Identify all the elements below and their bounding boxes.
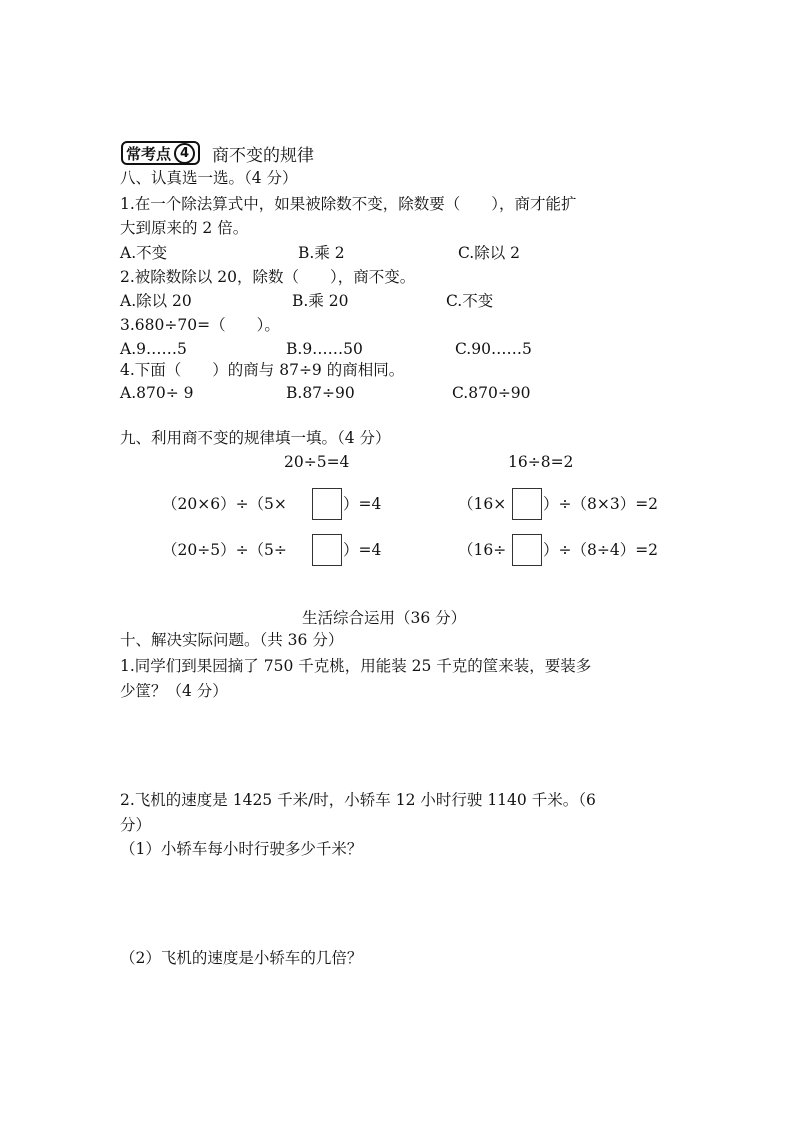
q8-4-option-b: B.87÷90 [286, 384, 355, 402]
q8-1-line2: 大到原来的 2 倍。 [120, 219, 249, 237]
q10-2-line2: 分） [120, 816, 152, 834]
q8-2-option-c: C.不变 [446, 292, 494, 310]
right-row2-suffix: ）÷（8÷4）=2 [543, 541, 659, 559]
topic-title: 商不变的规律 [212, 145, 315, 166]
left-row2-prefix: （20÷5）÷（5÷ [162, 541, 287, 559]
section10-heading: 十、解决实际问题。（共 36 分） [120, 631, 344, 649]
left-base-equation: 20÷5=4 [284, 453, 350, 471]
right-row2-prefix: （16÷ [458, 541, 507, 559]
left-row1-prefix: （20×6）÷（5× [162, 495, 287, 513]
right-row1-suffix: ）÷（8×3）=2 [543, 495, 659, 513]
q8-1-option-b: B.乘 2 [298, 244, 345, 262]
q8-1-option-c: C.除以 2 [458, 244, 521, 262]
q8-1-option-a: A.不变 [120, 244, 168, 262]
left-row2-suffix: ）=4 [343, 541, 382, 559]
q8-3-option-a: A.9……5 [120, 340, 187, 358]
topic-badge [121, 141, 200, 165]
q8-3-text: 3.680÷70=（ ）。 [120, 316, 280, 334]
left-row2-answer-box[interactable] [312, 534, 342, 566]
right-row2-answer-box[interactable] [512, 534, 542, 566]
q8-1-line1: 1.在一个除法算式中，如果被除数不变，除数要（ ），商才能扩 [120, 195, 577, 213]
q8-4-text: 4.下面（ ）的商与 87÷9 的商相同。 [120, 361, 405, 379]
q8-2-text: 2.被除数除以 20，除数（ ），商不变。 [120, 268, 416, 286]
q10-2-sub2: （2）飞机的速度是小轿车的几倍？ [120, 949, 363, 967]
q8-2-option-b: B.乘 20 [292, 292, 349, 310]
q10-2-sub1: （1）小轿车每小时行驶多少千米？ [120, 840, 363, 858]
part-title: 生活综合运用（36 分） [302, 609, 467, 627]
q8-3-option-c: C.90……5 [455, 340, 532, 358]
q8-3-option-b: B.9……50 [286, 340, 363, 358]
q8-4-option-c: C.870÷90 [452, 384, 531, 402]
left-row1-answer-box[interactable] [312, 488, 342, 520]
right-row1-prefix: （16× [458, 495, 507, 513]
q8-2-option-a: A.除以 20 [120, 292, 192, 310]
left-row1-suffix: ）=4 [343, 495, 382, 513]
topic-header [121, 141, 314, 165]
section9-heading: 九、利用商不变的规律填一填。（4 分） [120, 429, 391, 447]
q10-1-line2: 少筐？（4 分） [120, 682, 228, 700]
q10-2-line1: 2.飞机的速度是 1425 千米/时，小轿车 12 小时行驶 1140 千米。（6 [120, 791, 596, 809]
q10-1-line1: 1.同学们到果园摘了 750 千克桃，用能装 25 千克的筐来装，要装多 [120, 657, 592, 675]
q8-4-option-a: A.870÷ 9 [120, 384, 194, 402]
right-row1-answer-box[interactable] [512, 488, 542, 520]
badge-number: 4 [174, 143, 195, 164]
right-base-equation: 16÷8=2 [508, 453, 574, 471]
badge-label: 常考点 [126, 144, 172, 163]
section8-heading: 八、认真选一选。（4 分） [120, 169, 298, 187]
